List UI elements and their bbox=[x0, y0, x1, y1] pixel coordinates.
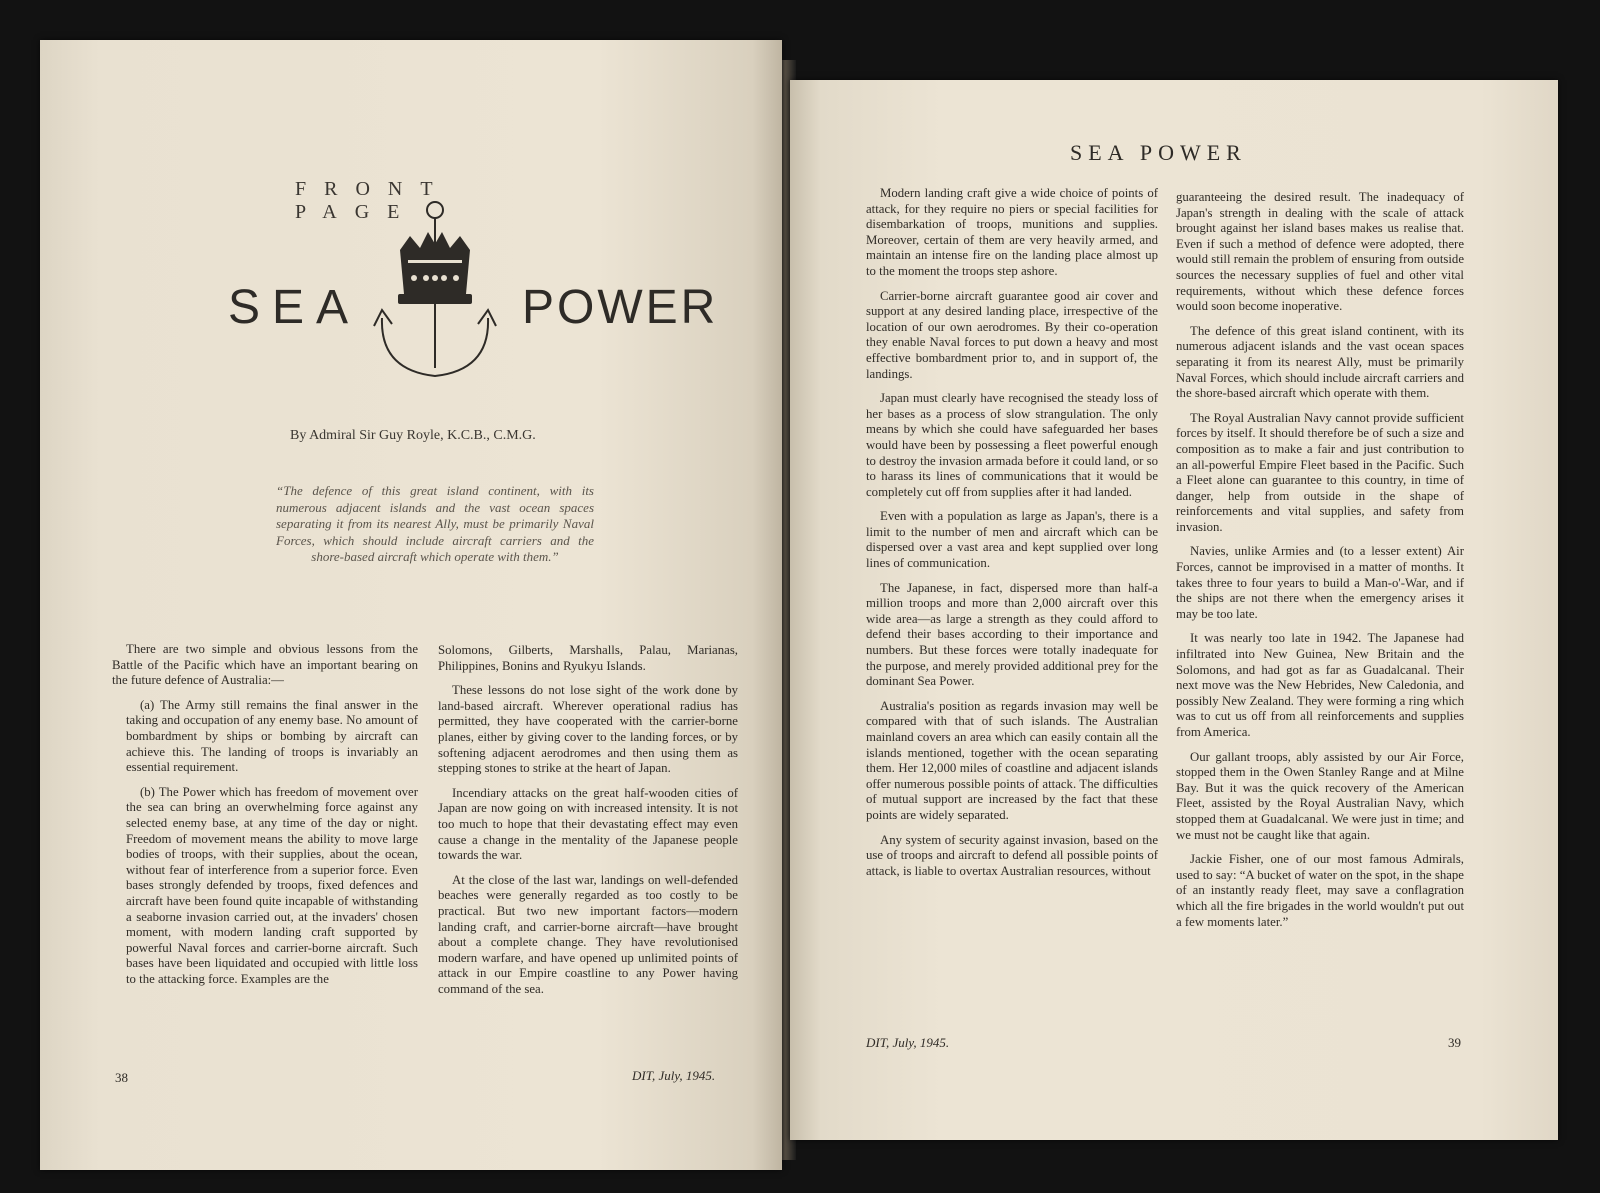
left-page bbox=[40, 40, 782, 1170]
paragraph: (a) The Army still remains the final answer in the taking and occupation of any enemy base. No amount of bombardment by ships or bombing by aircraft can achieve this. The landing of troops is invariably an essential requirement. bbox=[126, 697, 418, 775]
paragraph: Our gallant troops, ably assisted by our Air Force, stopped them in the Owen Stanley Range and at Milne Bay. But it was the quick recovery of the American Fleet, assisted by the Royal Australian Navy, which stopped them at Guadalcanal. We were just in time; and we must not be caught like that again. bbox=[1176, 749, 1464, 842]
paragraph: Carrier-borne aircraft guarantee good air cover and support at any desired landing place, irrespective of the location of our own aerodromes. By their co-operation they enable Naval forces to put down a heavy and most effective bombardment prior to, and in support of, the landings. bbox=[866, 288, 1158, 381]
paragraph: Solomons, Gilberts, Marshalls, Palau, Marianas, Philippines, Bonins and Ryukyu Islands. bbox=[438, 643, 738, 673]
paragraph: The Japanese, in fact, dispersed more than half-a million troops and more than 2,000 aircraft over this wide area—as large a strength as they could afford to defend their bases according to their importance and numbers. But these forces were totally inadequate for the purpose, and merely provided additional prey for the dominant Sea Power. bbox=[866, 580, 1158, 689]
right-page bbox=[790, 80, 1558, 1140]
page-number: 38 bbox=[115, 1070, 128, 1085]
paragraph: Jackie Fisher, one of our most famous Admirals, used to say: “A bucket of water on the spot, in the shape of an instantly ready fleet, may save a conflagration which all the fire brigades in the world wouldn't put out a few moments later.” bbox=[1176, 852, 1464, 929]
byline: By Admiral Sir Guy Royle, K.C.B., C.M.G. bbox=[290, 428, 536, 443]
right-column-1 bbox=[866, 186, 1158, 888]
paragraph: There are two simple and obvious lessons from the Battle of the Pacific which have an important bearing on the future defence of Australia:— bbox=[112, 642, 418, 688]
paragraph: These lessons do not lose sight of the work done by land-based aircraft. Wherever operational radius has permitted, they have cooperated with the carrier-borne planes, either by giving cover to the landing forces, or by softening adjacent aerodromes and then using them as stepping stones to strike at the heart of Japan. bbox=[438, 683, 738, 776]
paragraph: Australia's position as regards invasion may well be compared with that of such islands. The Australian mainland covers an area which can easily contain all the islands mentioned, together with the ocean separating them. Her 12,000 miles of coastline and adjacent islands offer numerous possible points of attack. The difficulties of mutual support are increased by the fact that these points are widely separated. bbox=[866, 698, 1158, 822]
title-power: POWER bbox=[522, 281, 719, 334]
page-number: 39 bbox=[1448, 1035, 1461, 1050]
paragraph: Japan must clearly have recognised the steady loss of her bases as a process of slow strangulation. The only means by which she could have safeguarded her bases would have been by possessing a fleet powerful enough to destroy the invasion armada before it could land, or so to harass its lines of communications that it would be completely cut off from supplies after it had landed. bbox=[866, 391, 1158, 499]
issue-footer: DIT, July, 1945. bbox=[866, 1035, 950, 1050]
paragraph: At the close of the last war, landings on well-defended beaches were generally regarded as too costly to be practical. But two new important factors—modern landing craft, and carrier-borne aircraft—have brought about a complete change. They have revolutionised modern warfare, and have opened up unlimited points of attack in our Empire coastline to any Power having command of the sea. bbox=[438, 872, 738, 996]
paragraph: Even with a population as large as Japan's, there is a limit to the number of men and aircraft which can be dispersed over a vast area and kept supplied over long lines of communication. bbox=[866, 509, 1158, 571]
paragraph: Any system of security against invasion, based on the use of troops and aircraft to defend all possible points of attack, is liable to overtax Australian resources, without bbox=[866, 832, 1158, 878]
kicker: FRONT PAGE bbox=[295, 178, 451, 223]
paragraph: Navies, unlike Armies and (to a lesser extent) Air Forces, cannot be improvised in a matter of months. It takes three to four years to build a Man-o'-War, and if the ships are not there when the emergency arises it may be too late. bbox=[1176, 544, 1464, 621]
issue-footer: DIT, July, 1945. bbox=[632, 1068, 716, 1083]
running-head: SEA POWER bbox=[1070, 140, 1247, 165]
left-column-2 bbox=[438, 643, 738, 1006]
left-column-1 bbox=[112, 642, 418, 996]
pull-quote-text: “The defence of this great island continent, with its numerous adjacent islands and the vast ocean spaces separating it from its nearest Ally, must be primarily Naval Forces, which should include aircraft carriers and the shore-based aircraft which operate with them.” bbox=[276, 483, 594, 564]
paragraph: Modern landing craft give a wide choice of points of attack, for they require no piers or special facilities for disembarkation of troops, munitions and supplies. Moreover, certain of them are very heavily armed, and maintain an intense fire on the landing place almost up to the moment the troops step ashore. bbox=[866, 186, 1158, 278]
paragraph: Incendiary attacks on the great half-wooden cities of Japan are now going on with increased intensity. It is not too much to hope that their devastating effect may even cause a change in the mentality of the Japanese people towards the war. bbox=[438, 785, 738, 863]
paragraph: (b) The Power which has freedom of movement over the sea can bring an overwhelming force against any selected enemy base, at any time of the day or night. Freedom of movement means the ability to move large bodies of troops, with their supplies, about the ocean, without fear of interference from a superior force. Even bases strongly defended by troops, fixed defences and aircraft have been found quite incapable of withstanding a seaborne invasion carried out, at the invaders' chosen moment, with modern landing craft supported by powerful Naval forces and carrier-borne aircraft. Such bases have been liquidated and occupied with little loss to the attacking force. Examples are the bbox=[126, 784, 418, 986]
paragraph: The Royal Australian Navy cannot provide sufficient forces by itself. It should therefore be of such a size and composition as to make a fair and just contribution to an all-powerful Empire Fleet based in the Pacific. Such a Fleet alone can guarantee to this country, in time of danger, help from outside in the shape of reinforcements and vital supplies, and safety from invasion. bbox=[1176, 410, 1464, 534]
title-sea: SEA bbox=[228, 281, 361, 334]
pull-quote bbox=[276, 483, 594, 566]
paragraph: The defence of this great island continent, with its numerous adjacent islands and the vast ocean spaces separating it from its nearest Ally, must be primarily Naval Forces, which should include aircraft carriers and the shore-based aircraft which operate with them. bbox=[1176, 323, 1464, 401]
right-column-2 bbox=[1176, 190, 1464, 939]
paragraph: It was nearly too late in 1942. The Japanese had infiltrated into New Guinea, New Britain and the Solomons, and had got as far as Guadalcanal. Their next move was the New Hebrides, New Caledonia, and possibly New Zealand. They were forming a ring which was to cut us off from all reinforcements and supplies from America. bbox=[1176, 631, 1464, 739]
crowned-anchor-icon bbox=[370, 198, 500, 388]
paragraph: guaranteeing the desired result. The inadequacy of Japan's strength in dealing with the scale of attack brought against her island bases makes us realise that. Even if such a method of defence were adopted, there would still remain the problem of ensuring from outside sources the necessary supplies of fuel and other vital requirements, without which these defence forces would soon become inoperative. bbox=[1176, 190, 1464, 314]
